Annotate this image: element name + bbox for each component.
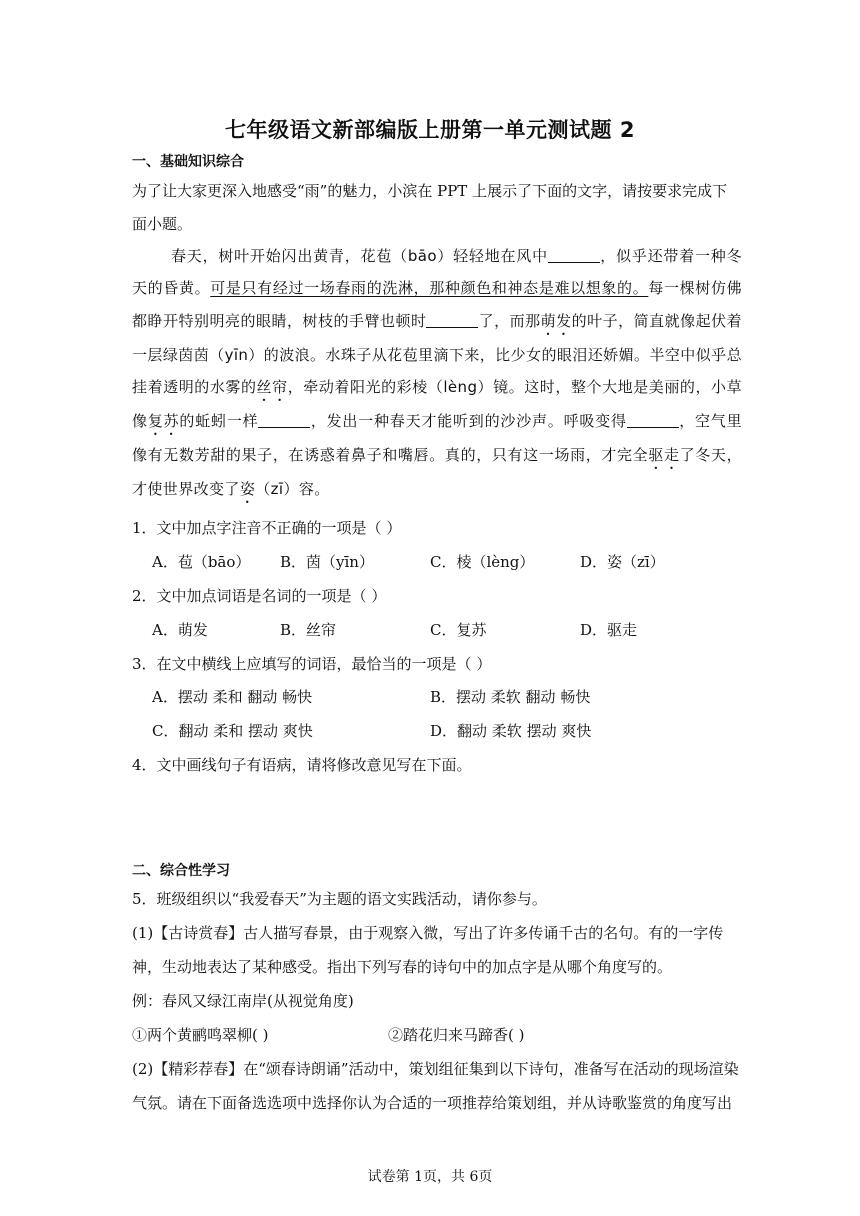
page-footer: 试卷第 1页，共 6页 [367, 1169, 493, 1185]
fill-blank-1 [548, 248, 600, 263]
option-a[interactable]: A．苞（bāo） [152, 553, 251, 571]
subquestion-2-line: 气氛。请在下面备选选项中选择你认为合适的一项推荐给策划组，并从诗歌鉴赏的角度写出 [132, 1094, 733, 1112]
dotted-word-fusu: 复苏 [147, 412, 180, 431]
fill-blank-3 [258, 413, 310, 428]
option-b[interactable]: B．茵（yīn） [280, 553, 374, 571]
passage-text: （zī）容。 [255, 480, 330, 499]
passage-text: 的蚯蚓一样 [179, 412, 259, 431]
subquestion-1-line: (1)【古诗赏春】古人描写春景，由于观察入微，写出了许多传诵千古的名句。有的一字传 [132, 924, 724, 942]
option-c[interactable]: C．复苏 [430, 621, 487, 639]
passage-text: 了冬天，才使世界改变了 [132, 446, 742, 499]
passage-text: 每一棵树仿佛都睁开特别明亮的眼睛，树枝的手臂也顿时 [132, 279, 742, 330]
example-line: 例：春风又绿江南岸(从视觉角度) [132, 992, 354, 1010]
option-c[interactable]: C．翻动 柔和 摆动 爽快 [152, 722, 313, 740]
dotted-word-quzou: 驱走 [648, 446, 680, 465]
question-5-stem: 5．班级组织以“我爱春天”为主题的语文实践活动，请你参与。 [132, 890, 547, 908]
subquestion-2-line: (2)【精彩荐春】在“颂春诗朗诵”活动中，策划组征集到以下诗句，准备写在活动的现场渲染 [132, 1060, 739, 1078]
option-d[interactable]: D．姿（zī） [580, 553, 665, 571]
intro-line: 面小题。 [132, 215, 193, 233]
passage-text: ，牵动着阳光的彩棱（lèng）镜。这时，整个大地是美丽的，小草像 [132, 378, 743, 431]
dotted-char-zi: 姿 [239, 480, 256, 499]
dotted-word-mengfa: 萌发 [540, 311, 572, 330]
passage-text: 的叶子，简直就像起伏着一层绿茵茵（yīn）的波浪。水珠子从花苞里滴下来，比少女的眼泪还娇媚。半空中似乎总挂着透明的水雾的 [132, 311, 742, 397]
passage-text: ，发出一种春天才能听到的沙沙声。呼吸变得 [310, 412, 627, 431]
option-a[interactable]: A．摆动 柔和 翻动 畅快 [152, 688, 313, 706]
exam-title: 七年级语文新部编版上册第一单元测试题 2 [225, 118, 635, 142]
section-heading-basic-knowledge: 一、基础知识综合 [132, 154, 244, 170]
passage-text: 了，而那 [478, 311, 541, 330]
poem-item-2: ②踏花归来马蹄香( ) [388, 1026, 525, 1044]
passage-text: ，似乎还带着一种冬天的昏黄。 [132, 247, 742, 298]
option-b[interactable]: B．丝帘 [280, 621, 337, 639]
question-2-stem: 2．文中加点词语是名词的一项是（ ） [132, 587, 387, 605]
question-4-stem: 4．文中画线句子有语病，请将修改意见写在下面。 [132, 756, 472, 774]
option-d[interactable]: D．驱走 [580, 621, 638, 639]
option-a[interactable]: A．萌发 [152, 621, 208, 639]
fill-blank-4 [627, 413, 679, 428]
passage-text: 春天，树叶开始闪出黄青，花苞（bāo）轻轻地在风中 [171, 247, 548, 265]
fill-blank-2 [426, 313, 478, 328]
poem-item-1: ①两个黄鹂鸣翠柳( ) [132, 1026, 269, 1044]
option-c[interactable]: C．棱（lèng） [430, 553, 535, 571]
dotted-word-silian: 丝帘 [256, 378, 288, 397]
intro-line: 为了让大家更深入地感受“雨”的魅力，小滨在 PPT 上展示了下面的文字，请按要求完成下 [132, 182, 728, 200]
option-d[interactable]: D．翻动 柔软 摆动 爽快 [430, 722, 592, 740]
section-heading-comprehensive-study: 二、综合性学习 [132, 863, 230, 879]
subquestion-1-line: 神，生动地表达了某种感受。指出下列写春的诗句中的加点字是从哪个角度写的。 [132, 958, 673, 976]
option-b[interactable]: B．摆动 柔软 翻动 畅快 [430, 688, 591, 706]
question-3-stem: 3．在文中横线上应填写的词语，最恰当的一项是（ ） [132, 655, 492, 673]
question-1-stem: 1．文中加点字注音不正确的一项是（ ） [132, 519, 402, 537]
underlined-sentence: 可是只有经过一场春雨的洗淋，那种颜色和神态是难以想象的。 [210, 279, 649, 298]
reading-passage [132, 240, 742, 507]
passage-text: ，空气里像有无数芳甜的果子，在诱惑着鼻子和嘴唇。真的，只有这一场雨，才完全 [132, 412, 742, 465]
